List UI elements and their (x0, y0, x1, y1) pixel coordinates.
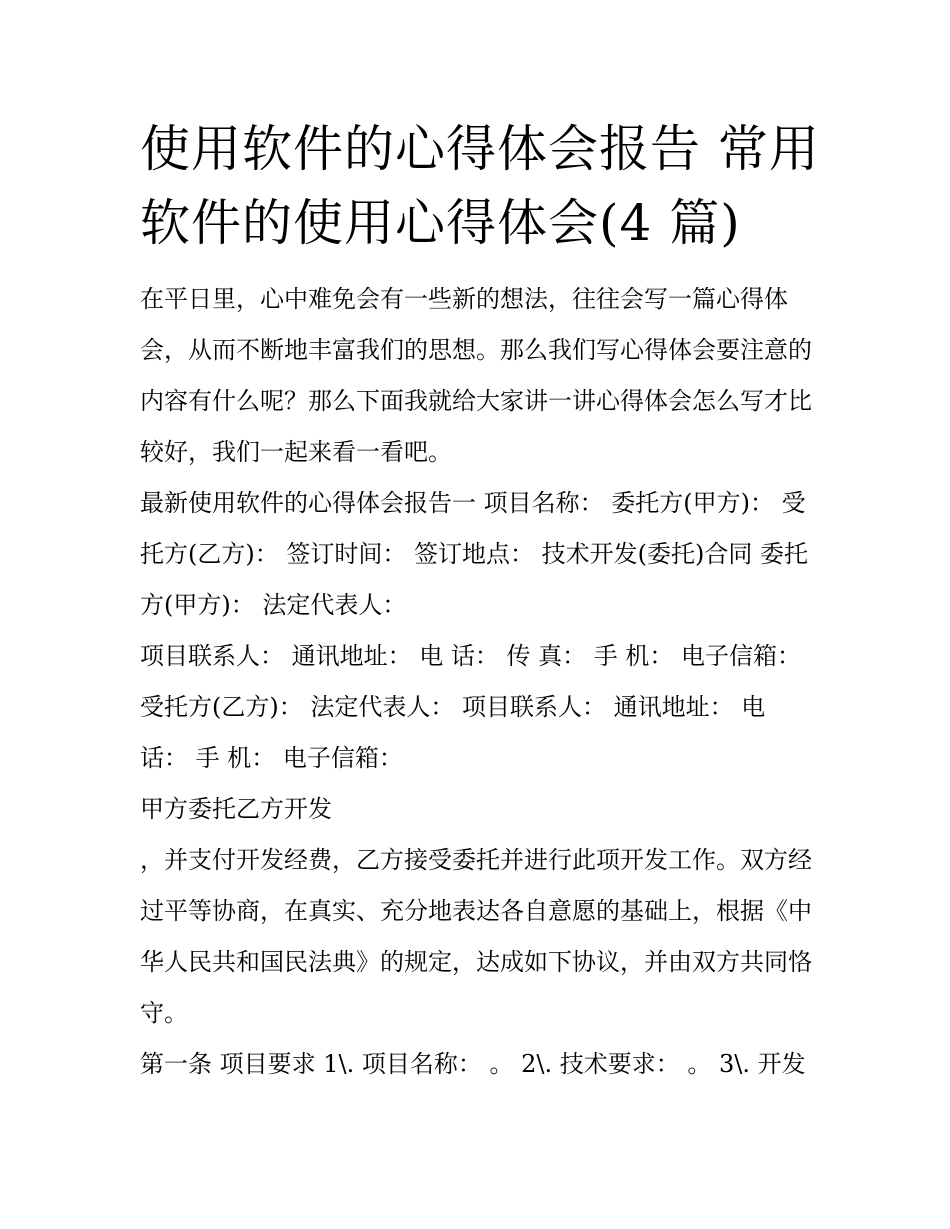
paragraph-contact-info: 项目联系人： 通讯地址： 电 话： 传 真： 手 机： 电子信箱： 受托方(乙方)： 法定代表人： 项目联系人： 通讯地址： 电 话： 手 机： 电子信箱： (140, 642, 802, 772)
document-title (140, 112, 820, 260)
document-page (140, 112, 820, 1090)
paragraph-agreement: ，并支付开发经费，乙方接受委托并进行此项开发工作。双方经过平等协商，在真实、充分地表达各自意愿的基础上，根据《中华人民共和国民法典》的规定，达成如下协议，并由双方共同恪守。 (140, 846, 812, 1027)
title-line-1: 使用软件的心得体会报告 常用 (140, 120, 820, 178)
title-line-2: 软件的使用心得体会(4 篇) (140, 194, 741, 252)
paragraph-intro: 在平日里，心中难免会有一些新的想法，往往会写一篇心得体会，从而不断地丰富我们的思想。那么我们写心得体会要注意的内容有什么呢？那么下面我就给大家讲一讲心得体会怎么写才比较好，我们一起来看一看吧。 (140, 285, 812, 466)
paragraph-contract-header: 最新使用软件的心得体会报告一 项目名称： 委托方(甲方)： 受托方(乙方)： 签订时间： 签订地点： 技术开发(委托)合同 委托方(甲方)： 法定代表人： (140, 489, 808, 619)
paragraph-article-one: 第一条 项目要求 1\. 项目名称： 。 2\. 技术要求： 。 3\. 开发 (140, 1050, 806, 1078)
paragraph-commission: 甲方委托乙方开发 (140, 795, 332, 823)
